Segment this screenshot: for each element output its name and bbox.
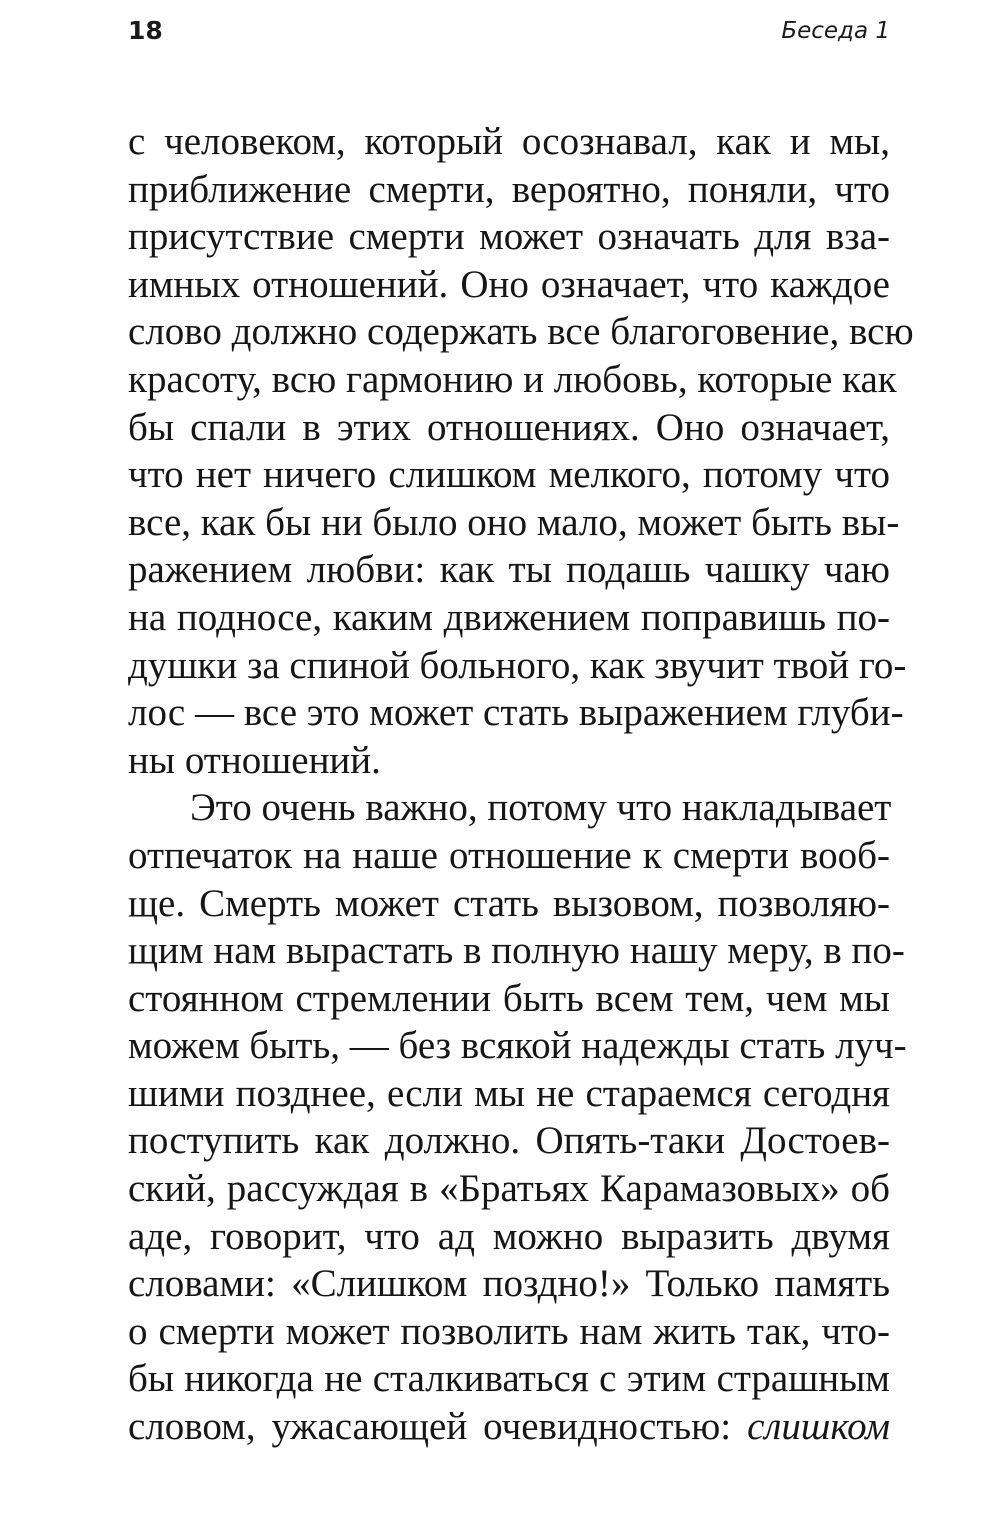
text-line-final	[128, 1403, 890, 1451]
paragraph-1	[128, 118, 914, 784]
text-line: можем быть, — без всякой надежды стать луч-	[128, 1024, 907, 1068]
text-line: словами: «Слишком поздно!» Только память	[128, 1262, 890, 1306]
section-title: Беседа 1	[781, 18, 890, 44]
text-line: лос — все это может стать выражением глуби-	[128, 691, 904, 735]
italic-word: слишком	[747, 1405, 891, 1449]
text-line: душки за спиной больного, как звучит твой го-	[128, 643, 907, 687]
text-line: бы никогда не сталкиваться с этим страшным	[128, 1357, 890, 1401]
text-line: поступить как должно. Опять-таки Достоев-	[128, 1119, 890, 1163]
text-line: присутствие смерти может означать для вза-	[128, 215, 890, 259]
text-line: имных отношений. Оно означает, что каждое	[128, 262, 890, 306]
text-line: аде, говорит, что ад можно выразить двумя	[128, 1214, 890, 1258]
text-line: щим нам вырастать в полную нашу меру, в по-	[128, 929, 905, 973]
text-line: отпечаток на наше отношение к смерти вооб-	[128, 833, 890, 877]
text-line: шими позднее, если мы не стараемся сегодня	[128, 1071, 890, 1115]
paragraph-2	[128, 784, 907, 1450]
body-text	[128, 118, 914, 1451]
text-line: слово должно содержать все благоговение, всю	[128, 310, 914, 354]
running-header	[128, 14, 890, 54]
text-line: бы спали в этих отношениях. Оно означает,	[128, 405, 890, 449]
page-number: 18	[128, 16, 163, 45]
text-line: красоту, всю гармонию и любовь, которые как	[128, 357, 897, 401]
text-line: приближение смерти, вероятно, поняли, что	[128, 167, 890, 211]
text-line: ский, рассуждая в «Братьях Карамазовых» об	[128, 1167, 890, 1211]
text-line: с человеком, который осознавал, как и мы,	[128, 120, 890, 163]
text-line-lead: словом, ужасающей очевидностью:	[128, 1405, 732, 1449]
text-line: что нет ничего слишком мелкого, потому что	[128, 453, 890, 497]
text-line: о смерти может позволить нам жить так, что-	[128, 1309, 890, 1353]
text-line: ще. Смерть может стать вызовом, позволяю-	[128, 881, 890, 925]
text-line: ражением любви: как ты подашь чашку чаю	[128, 548, 890, 592]
text-line: ны отношений.	[128, 738, 381, 782]
text-line: Это очень важно, потому что накладывает	[190, 786, 892, 830]
text-line: на подносе, каким движением поправишь по-	[128, 595, 890, 639]
text-line: все, как бы ни было оно мало, может быть вы-	[128, 500, 900, 544]
text-line: стоянном стремлении быть всем тем, чем мы	[128, 976, 890, 1020]
